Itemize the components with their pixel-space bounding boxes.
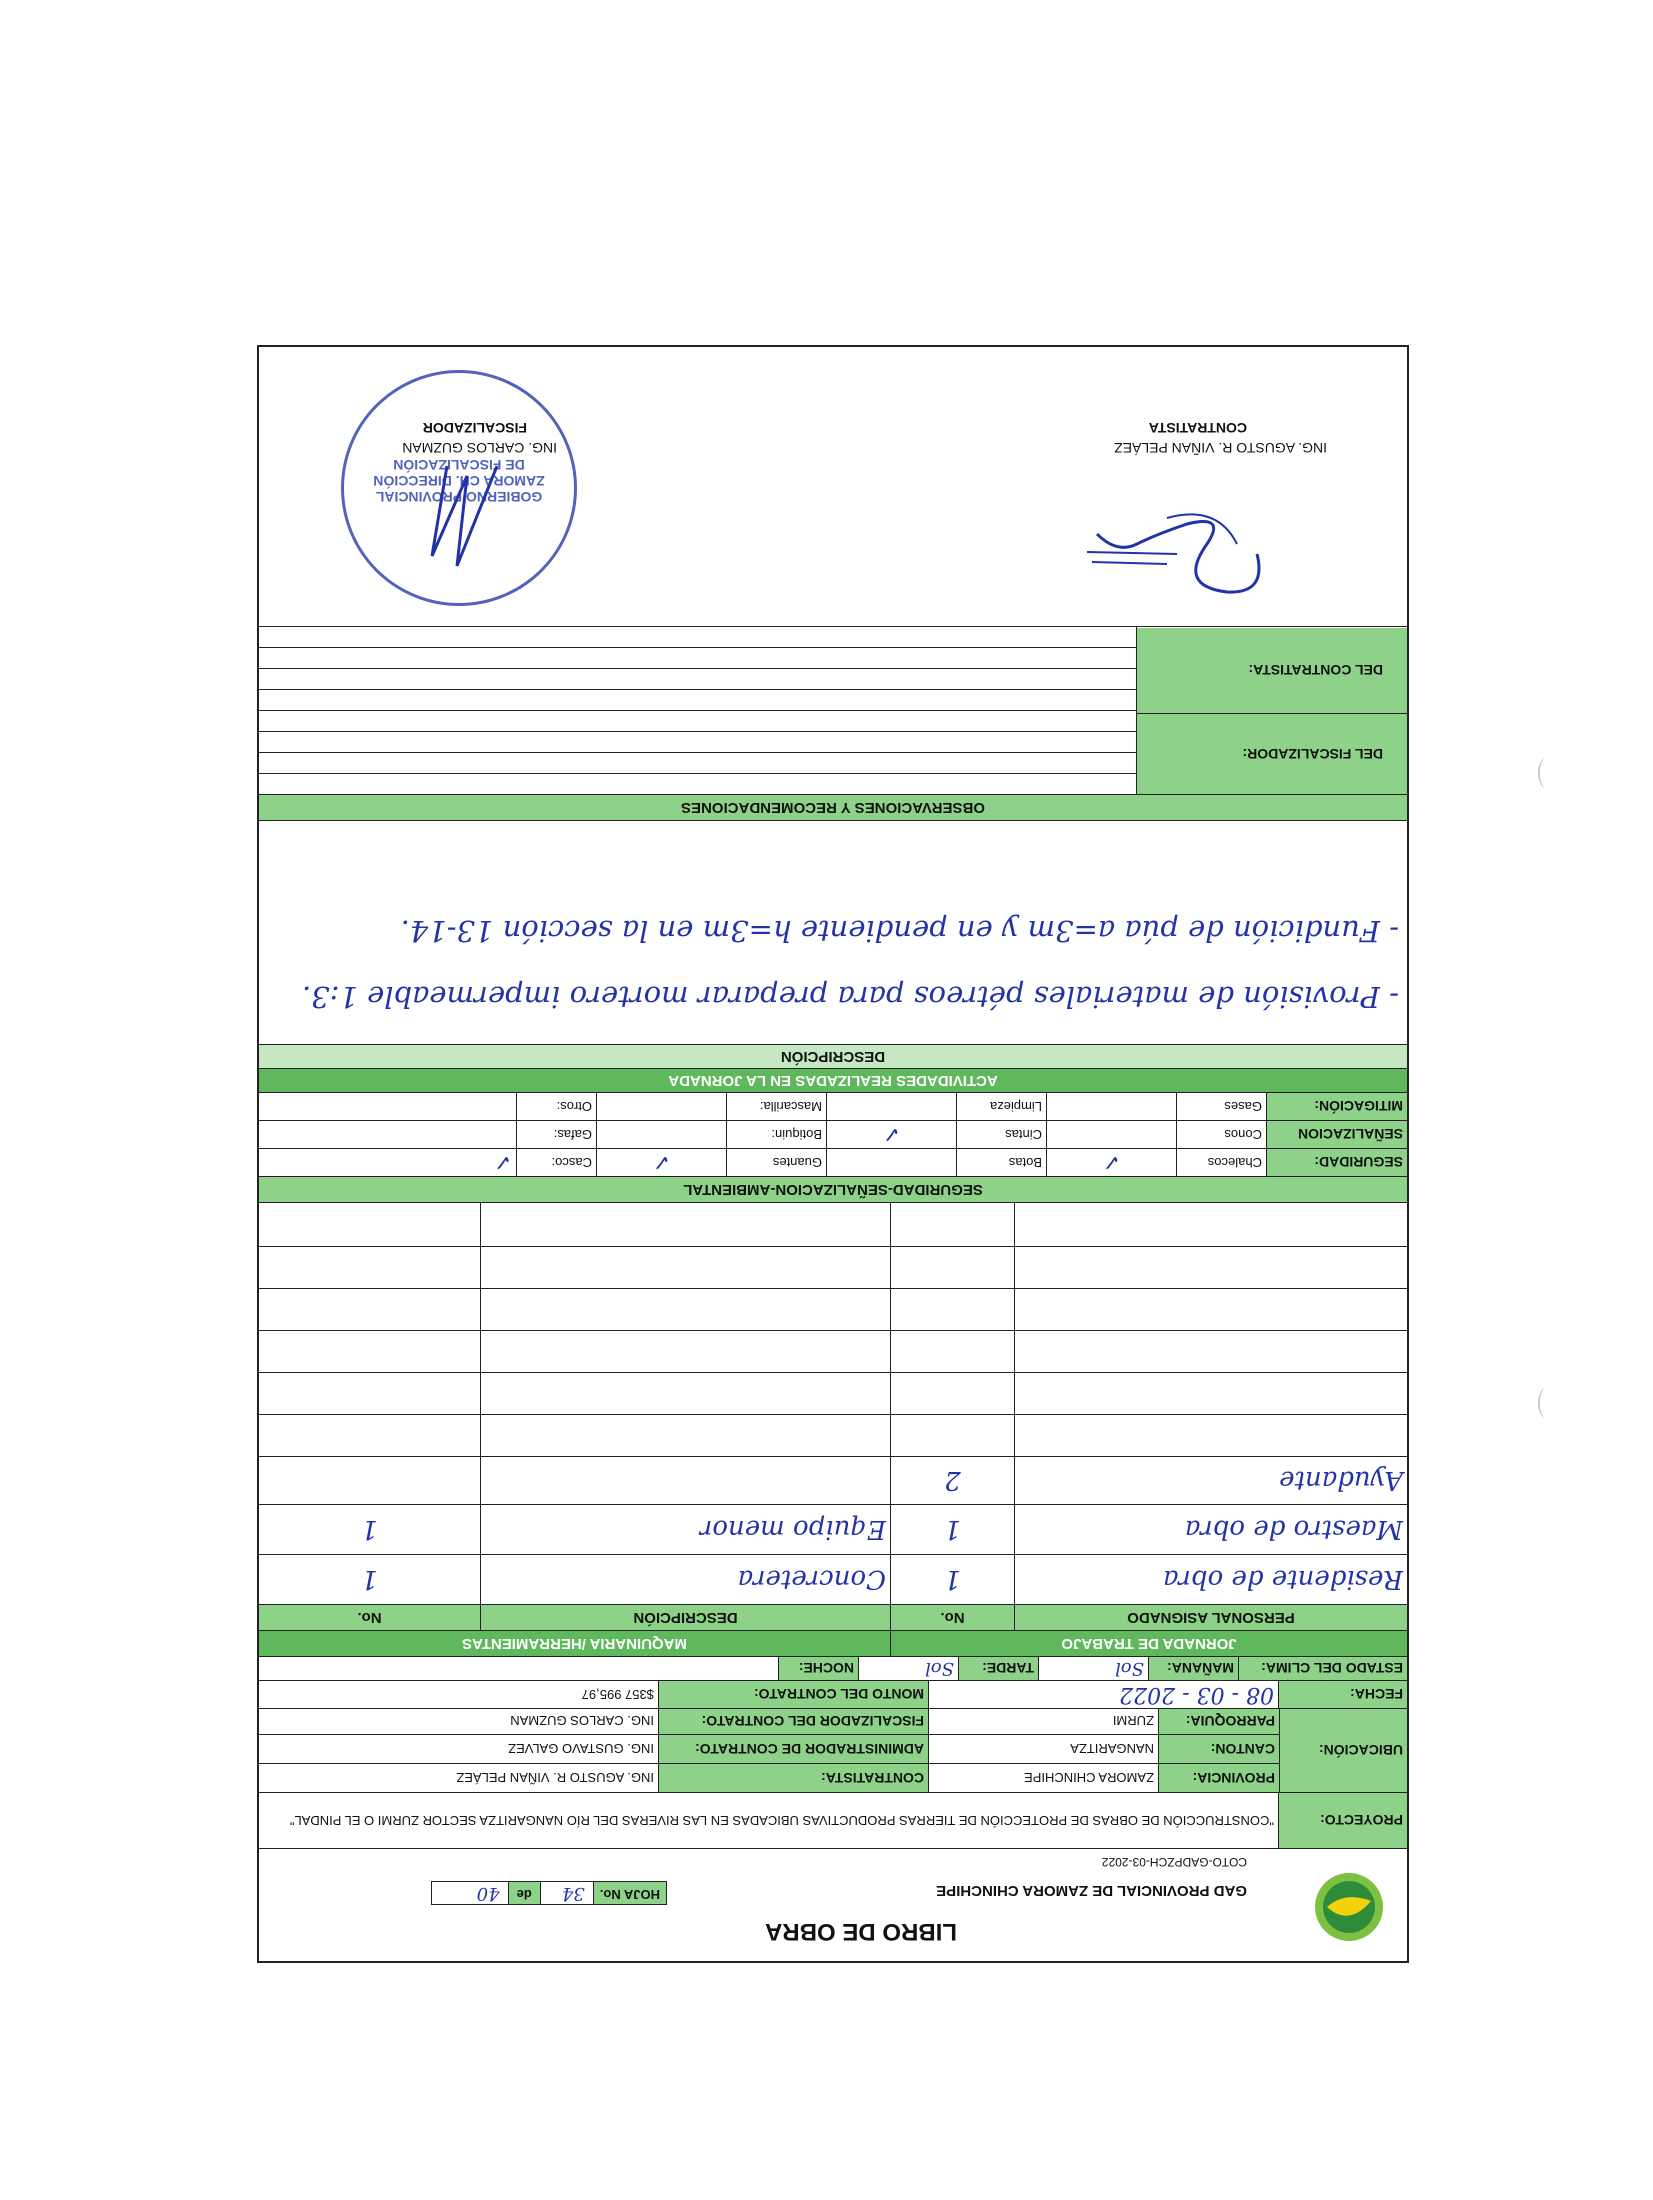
obs-line xyxy=(259,648,1136,669)
cintas-item: Cintas xyxy=(957,1121,1047,1148)
col-no-2: No. xyxy=(259,1605,481,1630)
gases-check xyxy=(1047,1093,1177,1120)
sheet-number xyxy=(431,1881,667,1905)
maquinaria-cell xyxy=(481,1203,891,1246)
guantes-check: ✓ xyxy=(597,1149,727,1176)
project-value: "CONSTRUCCIÓN DE OBRAS DE PROTECCIÓN DE TIERRAS PRODUCTIVAS UBICADAS EN LAS RIVERAS DEL RÍO NANGARITZA SECTOR ZURMI O EL PINDAL" xyxy=(259,1793,1279,1848)
table-row xyxy=(259,1415,1407,1457)
actividades-header: ACTIVIDADES REALIZADAS EN LA JORNADA xyxy=(668,1072,998,1089)
maquinaria-no-cell xyxy=(259,1203,481,1246)
provincia-label: PROVINCIA: xyxy=(1159,1764,1279,1792)
maquinaria-no-cell: 1 xyxy=(259,1555,481,1604)
fecha-label: FECHA: xyxy=(1279,1681,1407,1708)
obs-line xyxy=(259,627,1136,648)
de-value: 40 xyxy=(432,1882,509,1904)
monto-value: $357 995,97 xyxy=(259,1681,659,1708)
obs-line xyxy=(259,711,1136,732)
maquinaria-no-cell xyxy=(259,1331,481,1372)
location-block xyxy=(259,1709,1407,1793)
fiscalizador-name: ING. CARLOS GUZMAN xyxy=(402,440,557,456)
botas-check xyxy=(827,1149,957,1176)
org-name: GAD PROVINCIAL DE ZAMORA CHINCHIPE xyxy=(936,1882,1247,1899)
maquinaria-cell xyxy=(481,1289,891,1330)
punch-hole-mark xyxy=(1538,758,1554,788)
col-personal: PERSONAL ASIGNADO xyxy=(1127,1609,1295,1626)
personal-cell: Ayudante xyxy=(1279,1465,1403,1496)
signatures-block xyxy=(259,345,1407,627)
ubicacion-label: UBICACIÓN: xyxy=(1280,1709,1407,1792)
casco-check: ✓ xyxy=(259,1149,517,1176)
canton-label: CANTON: xyxy=(1159,1735,1279,1763)
monto-label: MONTO DEL CONTRATO: xyxy=(659,1681,929,1708)
otros-item: Otros: xyxy=(517,1093,597,1120)
seguridad-header-row xyxy=(259,1177,1407,1203)
provincia-value: ZAMORA CHINCHIPE xyxy=(929,1764,1159,1792)
seguridad-header: SEGURIDAD-SEÑALIZACION-AMBIENTAL xyxy=(259,1177,1407,1202)
maquinaria-cell xyxy=(481,1247,891,1288)
seguridad-row xyxy=(259,1149,1407,1177)
project-label: PROYECTO: xyxy=(1279,1793,1407,1848)
otros-check xyxy=(259,1093,517,1120)
project-row xyxy=(259,1793,1407,1849)
personal-no-cell: 1 xyxy=(891,1555,1015,1604)
personal-cell: Residente de obra xyxy=(1162,1564,1403,1595)
mitigacion-row xyxy=(259,1093,1407,1121)
personal-cell xyxy=(1015,1203,1407,1246)
tarde-value: Sol xyxy=(859,1657,959,1680)
obs-line xyxy=(259,669,1136,690)
obs-line xyxy=(259,774,1136,794)
contratista-value: ING. AGUSTO R. VIÑAN PELÁEZ xyxy=(259,1764,659,1792)
hoja-value: 34 xyxy=(541,1882,594,1904)
table-row xyxy=(259,1505,1407,1555)
del-fiscalizador-label: DEL FISCALIZADOR: xyxy=(1137,714,1407,794)
contratista-role: CONTRATISTA xyxy=(1148,420,1247,436)
maquinaria-cell xyxy=(481,1457,891,1504)
jornada-col-headers xyxy=(259,1605,1407,1631)
table-row xyxy=(259,1555,1407,1605)
cintas-check: ✓ xyxy=(827,1121,957,1148)
personal-cell xyxy=(1015,1247,1407,1288)
personal-no-cell xyxy=(891,1247,1015,1288)
mascarilla-check xyxy=(597,1093,727,1120)
personal-cell xyxy=(1015,1289,1407,1330)
observaciones-header-row xyxy=(259,795,1407,821)
fiscalizador-contrato-value: ING. CARLOS GUZMAN xyxy=(259,1708,659,1734)
mascarilla-item: Mascarilla: xyxy=(727,1093,827,1120)
jornada-table xyxy=(259,1203,1407,1605)
maquinaria-cell xyxy=(481,1331,891,1372)
observaciones-header: OBSERVACIONES Y RECOMENDACIONES xyxy=(681,799,985,816)
gafas-check xyxy=(259,1121,517,1148)
senalizacion-row xyxy=(259,1121,1407,1149)
maquinaria-no-cell: 1 xyxy=(259,1505,481,1554)
del-contratista-label: DEL CONTRATISTA: xyxy=(1137,628,1407,714)
maquinaria-no-cell xyxy=(259,1247,481,1288)
noche-value xyxy=(259,1657,779,1680)
actividades-header-row xyxy=(259,1069,1407,1093)
col-descripcion: DESCRIPCIÓN xyxy=(481,1605,891,1630)
contratista-signature xyxy=(1057,474,1297,614)
clima-row xyxy=(259,1657,1407,1681)
hoja-label: HOJA No. xyxy=(594,1882,666,1904)
fiscalizador-role: FISCALIZADOR xyxy=(422,420,527,436)
limpieza-item: Limpieza xyxy=(957,1093,1047,1120)
admin-value: ING. GUSTAVO GALVEZ xyxy=(259,1735,659,1763)
page-title: LIBRO DE OBRA xyxy=(765,1918,957,1945)
maquinaria-no-cell xyxy=(259,1415,481,1456)
actividades-sub-row xyxy=(259,1045,1407,1069)
fiscalizador-contrato-label: FISCALIZADOR DEL CONTRATO: xyxy=(659,1708,929,1734)
jornada-header xyxy=(259,1631,1407,1657)
personal-no-cell xyxy=(891,1289,1015,1330)
fiscalizador-signature xyxy=(407,446,527,586)
maquinaria-no-cell xyxy=(259,1289,481,1330)
obs-line xyxy=(259,753,1136,774)
table-row xyxy=(259,1373,1407,1415)
parroquia-value: ZURMI xyxy=(929,1708,1159,1734)
fecha-row xyxy=(259,1681,1407,1709)
seguridad-label: SEGURIDAD: xyxy=(1267,1149,1407,1176)
personal-no-cell xyxy=(891,1331,1015,1372)
jornada-title: JORNADA DE TRABAJO xyxy=(1061,1635,1237,1652)
table-row xyxy=(259,1457,1407,1505)
personal-no-cell: 1 xyxy=(891,1505,1015,1554)
de-label: de xyxy=(509,1882,541,1904)
chalecos-item: Chalecos xyxy=(1177,1149,1267,1176)
punch-hole-mark xyxy=(1538,1388,1554,1418)
contract-code: COTO-GADPZCH-03-2022 xyxy=(1101,1855,1247,1869)
manana-label: MAÑANA: xyxy=(1149,1657,1239,1680)
conos-item: Conos xyxy=(1177,1121,1267,1148)
maquinaria-cell xyxy=(481,1415,891,1456)
seguridad-block xyxy=(259,1093,1407,1177)
personal-no-cell xyxy=(891,1203,1015,1246)
gad-logo xyxy=(1309,1867,1389,1947)
table-row xyxy=(259,1203,1407,1247)
maquinaria-title: MAQUINARIA /HERRAMIENTAS xyxy=(259,1631,891,1656)
casco-item: Casco: xyxy=(517,1149,597,1176)
maquinaria-cell xyxy=(481,1373,891,1414)
personal-cell xyxy=(1015,1331,1407,1372)
maquinaria-no-cell xyxy=(259,1457,481,1504)
gases-item: Gases xyxy=(1177,1093,1267,1120)
maquinaria-cell: Concretera xyxy=(481,1555,891,1604)
col-no: No. xyxy=(891,1605,1015,1630)
actividades-body xyxy=(259,821,1407,1045)
gafas-item: Gafas: xyxy=(517,1121,597,1148)
botiquin-item: Botiquin: xyxy=(727,1121,827,1148)
manana-value: Sol xyxy=(1039,1657,1149,1680)
table-row xyxy=(259,1289,1407,1331)
contratista-label: CONTRATISTA: xyxy=(659,1764,929,1792)
personal-no-cell: 2 xyxy=(891,1457,1015,1504)
stamp-text: GOBIERNO PROVINCIAL ZAMORA CH. DIRECCIÓN DE FISCALIZACIÓN xyxy=(373,457,545,505)
tarde-label: TARDE: xyxy=(959,1657,1039,1680)
table-row xyxy=(259,1247,1407,1289)
personal-no-cell xyxy=(891,1415,1015,1456)
contratista-name: ING. AGUSTO R. VIÑAN PELÁEZ xyxy=(1114,440,1327,456)
personal-no-cell xyxy=(891,1373,1015,1414)
parroquia-label: PARROQUIA: xyxy=(1159,1708,1279,1734)
senalizacion-label: SEÑALIZACION xyxy=(1267,1121,1407,1148)
actividad-line: - Fundición de púa a=3m y en pendiente h=3m en la sección 13-14. xyxy=(400,914,1399,948)
actividad-line: - Provisión de materiales pétreos para preparar mortero impermeable 1:3. xyxy=(301,980,1399,1014)
personal-cell: Maestro de obra xyxy=(1184,1514,1403,1545)
canton-value: NANGARITZA xyxy=(929,1735,1159,1763)
obs-line xyxy=(259,690,1136,711)
mitigacion-label: MITIGACIÓN: xyxy=(1267,1093,1407,1120)
obs-line xyxy=(259,732,1136,753)
conos-check xyxy=(1047,1121,1177,1148)
personal-cell xyxy=(1015,1373,1407,1414)
botas-item: Botas xyxy=(957,1149,1047,1176)
botiquin-check xyxy=(597,1121,727,1148)
noche-label: NOCHE: xyxy=(779,1657,859,1680)
limpieza-check xyxy=(827,1093,957,1120)
admin-label: ADMINISTRADOR DE CONTRATO: xyxy=(659,1735,929,1763)
maquinaria-cell: Equipo menor xyxy=(481,1505,891,1554)
actividades-descripcion-header: DESCRIPCIÓN xyxy=(780,1048,886,1065)
libro-de-obra-sheet xyxy=(257,345,1409,1963)
table-row xyxy=(259,1331,1407,1373)
personal-cell xyxy=(1015,1415,1407,1456)
guantes-item: Guantes xyxy=(727,1149,827,1176)
observaciones-block xyxy=(259,627,1407,795)
maquinaria-no-cell xyxy=(259,1373,481,1414)
fecha-value: 08 - 03 - 2022 xyxy=(929,1681,1279,1708)
chalecos-check: ✓ xyxy=(1047,1149,1177,1176)
header xyxy=(259,1849,1407,1961)
clima-label: ESTADO DEL CLIMA: xyxy=(1239,1657,1407,1680)
